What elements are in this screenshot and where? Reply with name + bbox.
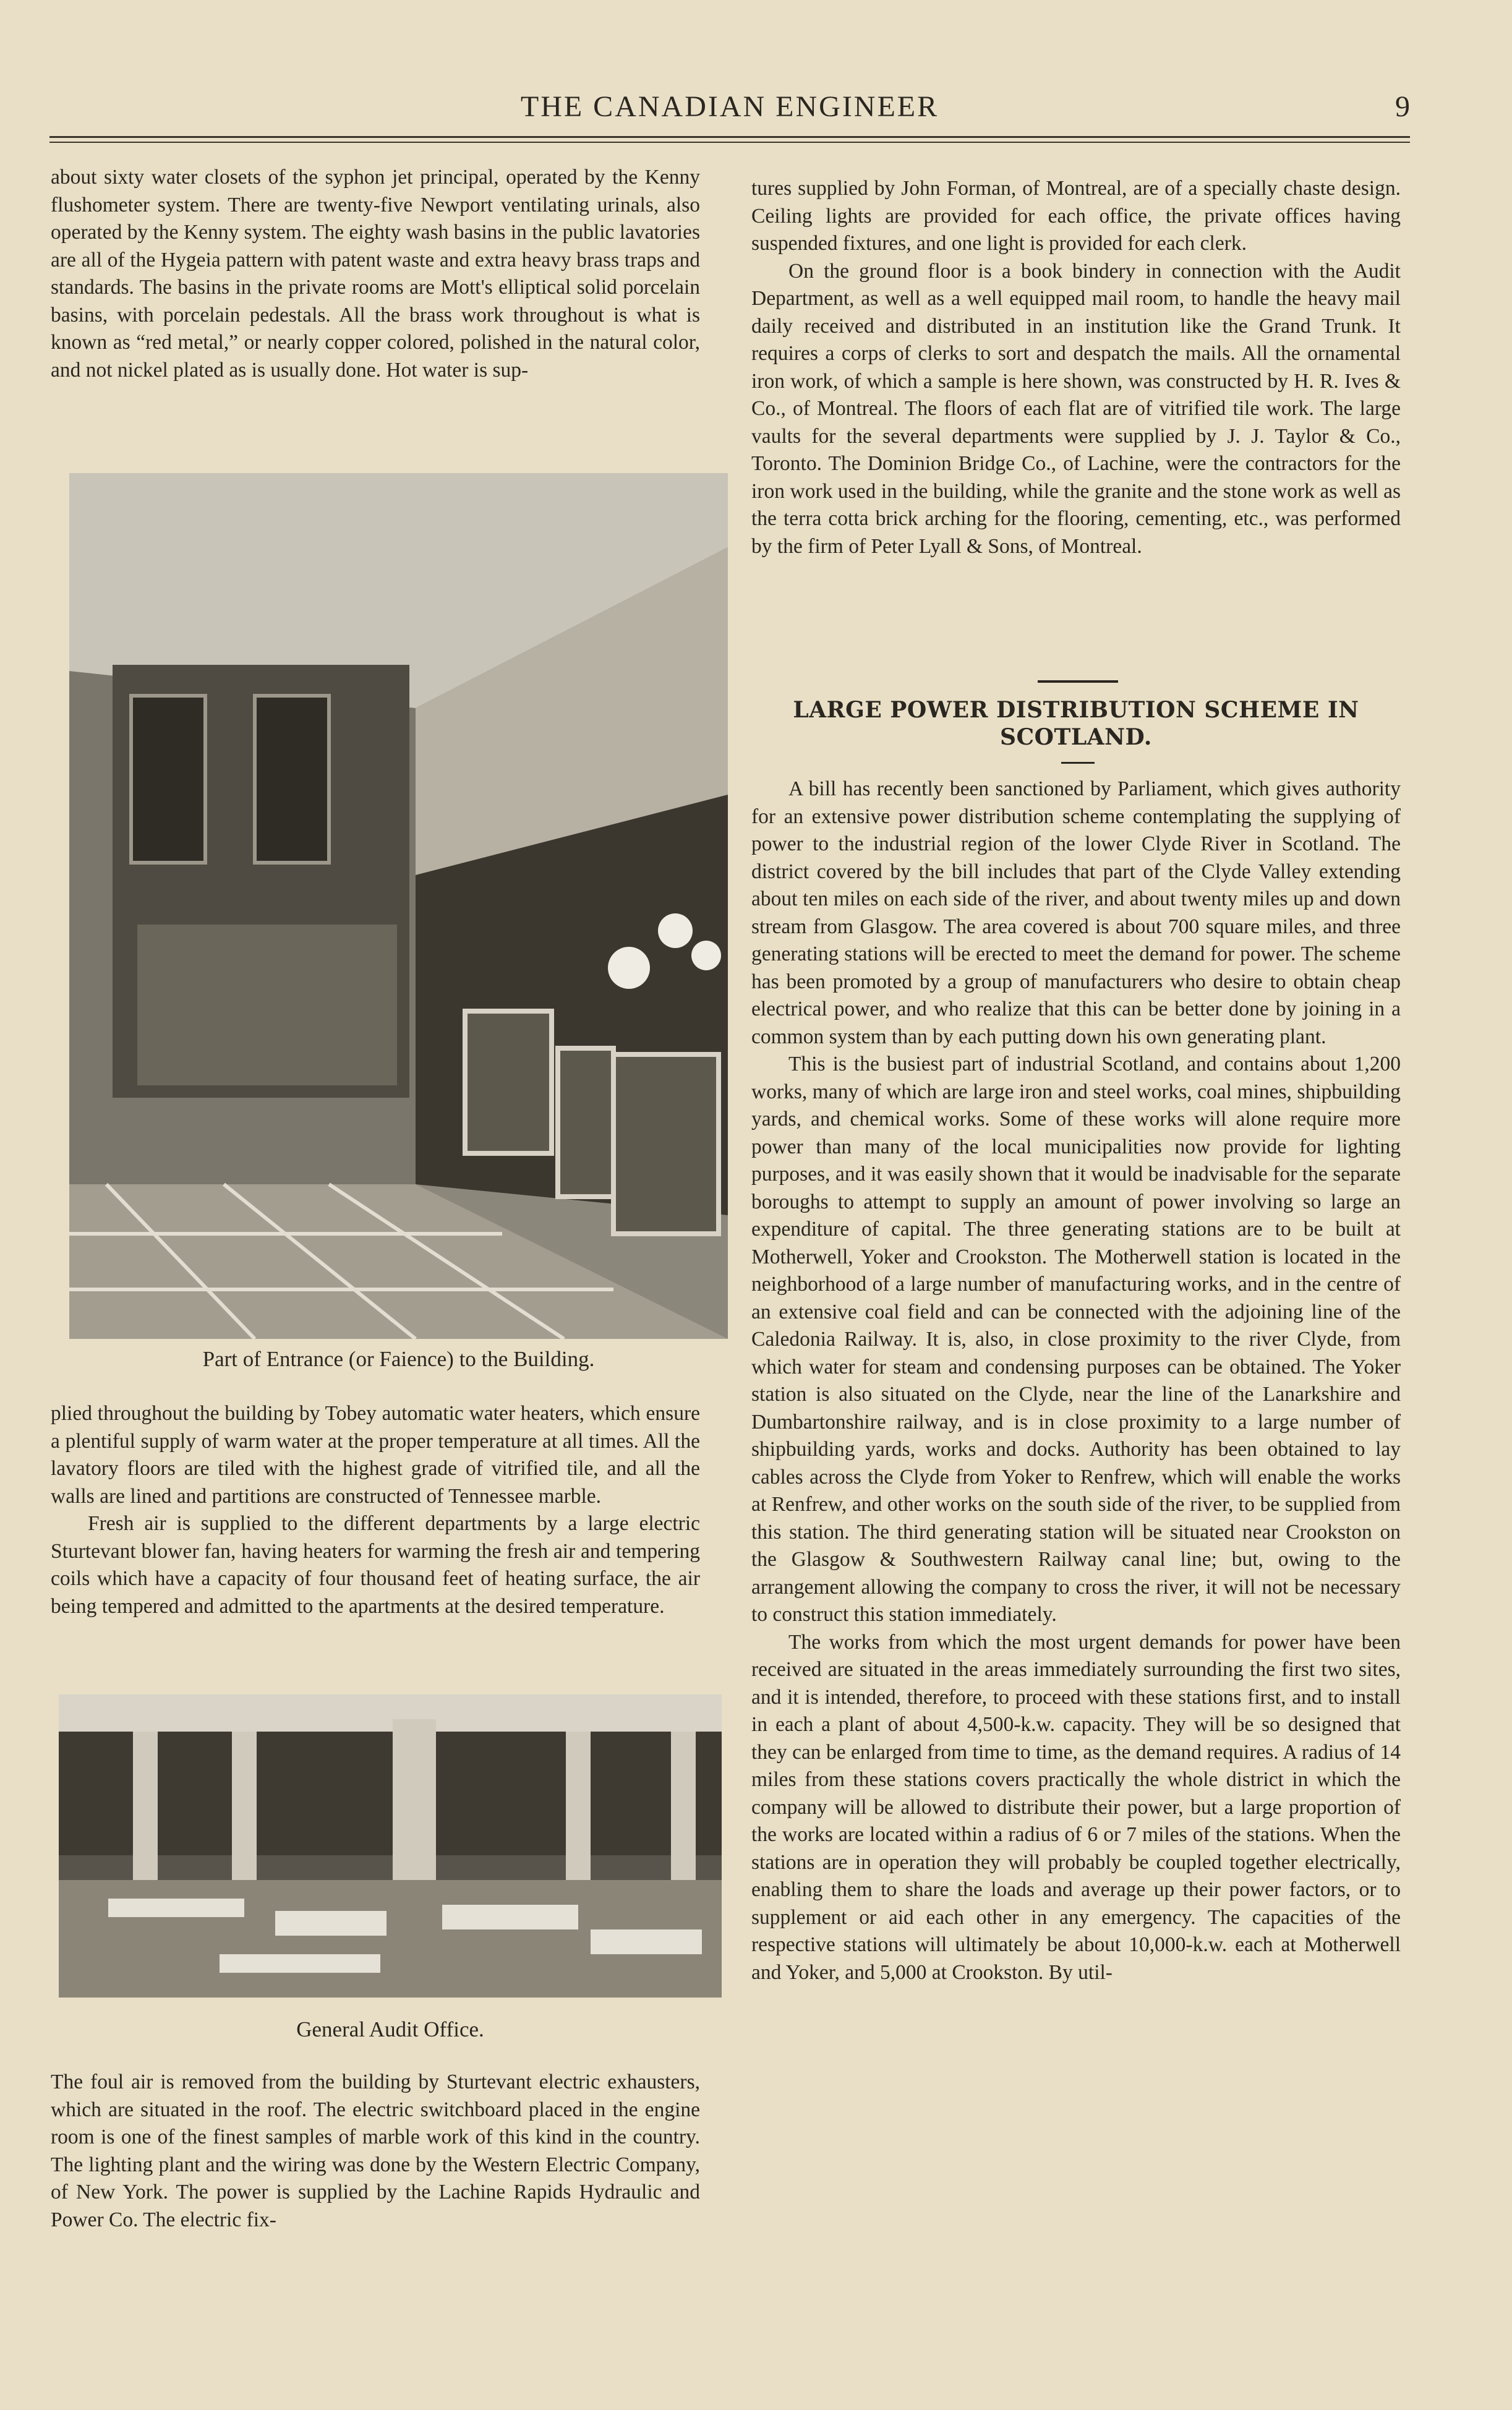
page-number: 9 xyxy=(1395,90,1410,123)
right-column-article xyxy=(751,776,1401,1986)
audit-office-photo xyxy=(59,1694,722,1998)
header-rule-bottom xyxy=(49,142,1410,143)
section-divider xyxy=(1038,680,1118,683)
article-heading-line2: SCOTLAND. xyxy=(1000,724,1152,750)
left-paragraph-1: about sixty water closets of the syphon jet principal, operated by the Kenny flushometer system. There are twenty-five Newport ventilating urinals, also operated by the Kenny system. The eighty wash basins in the public lavatories are all of the Hygeia pattern with patent waste and extra heavy brass traps and standards. The basins in the private rooms are Mott's elliptical solid porcelain basins, with porcelain pedestals. All the brass work throughout is what is known as “red metal,” or nearly copper colored, polished in the natural color, and not nickel plated as is usually done. Hot water is sup- xyxy=(51,166,700,382)
right-paragraph-4: This is the busiest part of industrial Scotland, and contains about 1,200 works, many of which are large iron and steel works, coal mines, shipbuilding yards, and chemical works. Some of these works will alone require more power than many of the local municipalities now provide for lighting purposes, and it was easily shown that it would be inadvisable for the separate boroughs to attempt to supply an amount of power involving so large an expenditure of capital. The three generating stations are to be built at Motherwell, Yoker and Crookston. The Motherwell station is located in the neighborhood of a large number of manufacturing works, and in the centre of an extensive coal field and can be connected with the adjoining line of the Caledonia Railway. It is, also, in close proximity to the river Clyde, from which water for steam and condensing purposes can be obtained. The Yoker station is also situated on the Clyde, near the line of the Lanarkshire and Dumbartonshire railway, and is in close proximity to a large number of shipbuilding yards, works and docks. Authority has been obtained to lay cables across the Clyde from Yoker to Renfrew, which will enable the works at Renfrew, and other works on the south side of the river, to be supplied from this station. The third generating station will be situated near Crookston on the Glasgow & Southwestern Railway canal line; but, owing to the arrangement allowing the company to cross the river, it will not be necessary to construct this station immediately. xyxy=(751,1053,1401,1626)
entrance-photo-illustration xyxy=(69,473,728,1339)
left-paragraph-3: Fresh air is supplied to the different departments by a large electric Sturtevant blower fan, having heaters for warming the fresh air and tempering coils which have a capacity of four thousand feet of heating surface, the air being tempered and admitted to the apartments at the desired temperature. xyxy=(51,1512,700,1618)
right-paragraph-1: tures supplied by John Forman, of Montreal, are of a specially chaste design. Ceiling lights are provided for each office, the private offices having suspended fixtures, and one light is provided for each clerk. xyxy=(751,177,1401,255)
left-paragraph-2: plied throughout the building by Tobey automatic water heaters, which ensure a plentiful supply of warm water at the proper temperature at all times. All the lavatory floors are tiled with the highest grade of vitrified tile, and all the walls are lined and partitions are constructed of Tennessee marble. xyxy=(51,1402,700,1508)
article-heading xyxy=(751,696,1401,751)
audit-office-photo-illustration xyxy=(59,1694,722,1998)
right-column-top xyxy=(751,175,1401,560)
left-column-para1 xyxy=(51,164,700,384)
right-paragraph-3: A bill has recently been sanctioned by Parliament, which gives authority for an extensive power distribution scheme contemplating the supplying of power to the industrial region of the lower Clyde River in Scotland. The district covered by the bill includes that part of the Clyde Valley extending about ten miles on each side of the river, and about twenty miles up and down stream from Glasgow. The area covered is about 700 square miles, and three generating stations will be erected to meet the demand for power. The scheme has been promoted by a group of manufacturers who desire to obtain cheap electrical power, and who realize that this can be better done by joining in a common system than by each putting down his own generating plant. xyxy=(751,777,1401,1048)
right-paragraph-2: On the ground floor is a book bindery in connection with the Audit Department, as well as a well equipped mail room, to handle the heavy mail daily received and distributed in an institution like the Grand Trunk. It requires a corps of clerks to sort and despatch the mails. All the ornamental iron work, of which a sample is here shown, was constructed by H. R. Ives & Co., of Montreal. The floors of each flat are of vitrified tile work. The large vaults for the several departments were supplied by J. J. Taylor & Co., Toronto. The Dominion Bridge Co., of Lachine, were the contractors for the iron work used in the building, while the granite and the stone work as well as the terra cotta brick arching for the flooring, cementing, etc., was performed by the firm of Peter Lyall & Sons, of Montreal. xyxy=(751,259,1401,558)
left-column-para2 xyxy=(51,1400,700,1620)
header-rule-top xyxy=(49,136,1410,138)
left-column-para4 xyxy=(51,2069,700,2234)
audit-office-photo-caption: General Audit Office. xyxy=(296,2017,484,2041)
heading-underline xyxy=(1061,762,1095,764)
running-header xyxy=(49,90,1410,133)
entrance-photo-caption: Part of Entrance (or Faience) to the Building. xyxy=(202,1347,595,1371)
right-paragraph-5: The works from which the most urgent demands for power have been received are situated in the areas immediately surrounding the first two sites, and it is intended, therefore, to proceed with these stations first, and to install in each a plant of about 4,500-k.w. capacity. They will be so designed that they can be enlarged from time to time, as the demand requires. A radius of 14 miles from these stations covers practically the whole district in which the company will be allowed to distribute their power, but a large proportion of the works are located within a radius of 6 or 7 miles of the stations. When the stations are in operation they will probably be coupled together electrically, enabling them to share the loads and average up their power factors, or to supplement or aid each other in any emergency. The capacities of the respective stations will ultimately be about 10,000-k.w. each at Motherwell and Yoker, and 5,000 at Crookston. By util- xyxy=(751,1630,1401,1984)
journal-title: THE CANADIAN ENGINEER xyxy=(520,90,939,123)
left-paragraph-4: The foul air is removed from the building by Sturtevant electric exhausters, which are situated in the roof. The electric switchboard placed in the engine room is one of the finest samples of marble work of this kind in the country. The lighting plant and the wiring was done by the Western Electric Company, of New York. The power is supplied by the Lachine Rapids Hydraulic and Power Co. The electric fix- xyxy=(51,2070,700,2231)
entrance-photo xyxy=(69,473,728,1339)
article-heading-line1: LARGE POWER DISTRIBUTION SCHEME IN xyxy=(793,697,1359,723)
